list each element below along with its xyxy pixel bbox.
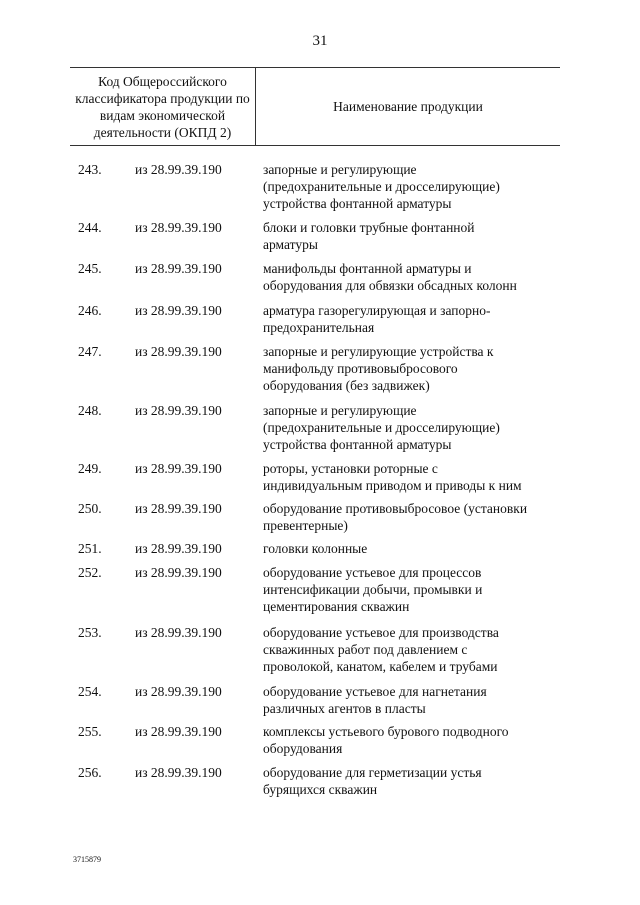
page-number: 31 [312, 33, 328, 49]
row-number: 245. [78, 261, 102, 276]
row-number: 254. [78, 684, 102, 699]
document-id: 3715879 [73, 855, 101, 864]
row-code: из 28.99.39.190 [135, 403, 222, 418]
row-code: из 28.99.39.190 [135, 303, 222, 318]
row-code: из 28.99.39.190 [135, 724, 222, 739]
row-name: запорные и регулирующие (предохранительные и дросселирующие) устройства фонтанной арматуры [263, 403, 500, 452]
row-name: манифольды фонтанной арматуры и оборудования для обвязки обсадных колонн [263, 261, 517, 293]
row-name: комплексы устьевого бурового подводного оборудования [263, 724, 509, 756]
row-number: 255. [78, 724, 102, 739]
row-code: из 28.99.39.190 [135, 162, 222, 177]
row-name: запорные и регулирующие (предохранительные и дросселирующие) устройства фонтанной арматуры [263, 162, 500, 211]
row-code: из 28.99.39.190 [135, 501, 222, 516]
row-name: головки колонные [263, 541, 368, 556]
row-number: 253. [78, 625, 102, 640]
row-number: 250. [78, 501, 102, 516]
row-code: из 28.99.39.190 [135, 461, 222, 476]
row-number: 243. [78, 162, 102, 177]
row-number: 251. [78, 541, 102, 556]
row-number: 244. [78, 220, 102, 235]
row-name: оборудование противовыбросовое (установки превентерные) [263, 501, 528, 533]
row-name: оборудование устьевое для нагнетания различных агентов в пласты [263, 684, 487, 716]
row-code: из 28.99.39.190 [135, 625, 222, 640]
row-number: 252. [78, 565, 102, 580]
row-name: арматура газорегулирующая и запорно- предохранительная [263, 303, 491, 335]
row-number: 249. [78, 461, 102, 476]
row-code: из 28.99.39.190 [135, 220, 222, 235]
row-number: 247. [78, 344, 102, 359]
row-code: из 28.99.39.190 [135, 344, 222, 359]
row-number: 256. [78, 765, 102, 780]
row-number: 248. [78, 403, 102, 418]
row-code: из 28.99.39.190 [135, 565, 222, 580]
row-name: оборудование устьевое для процессов интенсификации добычи, промывки и цементирования скважин [263, 565, 483, 614]
row-name: запорные и регулирующие устройства к манифольду противовыбросового оборудования (без задвижек) [263, 344, 494, 393]
row-code: из 28.99.39.190 [135, 684, 222, 699]
row-name: блоки и головки трубные фонтанной арматуры [263, 220, 475, 252]
code-column-header [70, 68, 256, 145]
row-number: 246. [78, 303, 102, 318]
row-code: из 28.99.39.190 [135, 541, 222, 556]
name-column-header: Наименование продукции [333, 98, 483, 114]
row-name: оборудование устьевое для производства скважинных работ под давлением с проволокой, канатом, кабелем и трубами [263, 625, 499, 674]
code-column-header-text: Код Общероссийского классификатора продукции по видам экономической деятельности (ОКПД 2) [75, 73, 250, 140]
row-name: оборудование для герметизации устья бурящихся скважин [263, 765, 482, 797]
row-code: из 28.99.39.190 [135, 261, 222, 276]
table-header [70, 67, 560, 146]
row-code: из 28.99.39.190 [135, 765, 222, 780]
row-name: роторы, установки роторные с индивидуальным приводом и приводы к ним [263, 461, 522, 493]
